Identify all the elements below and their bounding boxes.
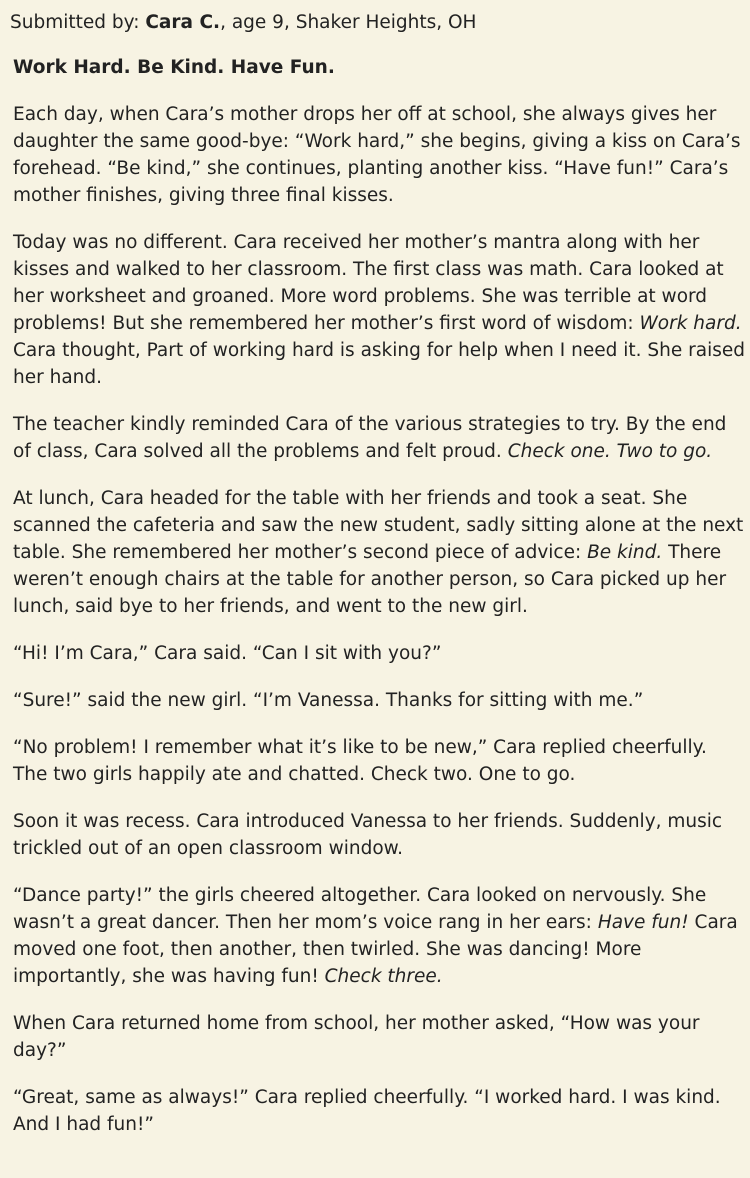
paragraph-5: “Hi! I’m Cara,” Cara said. “Can I sit with you?” bbox=[13, 643, 442, 664]
paragraph-2-text-a: Today was no different. Cara received her mother’s mantra along with her kisses and walked to her classroom. The first class was math. Cara looked at her worksheet and groaned. More word problems. She was terrible at word problems! But she remembered her mother’s first word of wisdom: bbox=[13, 232, 724, 334]
paragraph-9-emphasis-b: Check three. bbox=[324, 966, 443, 987]
paragraph-3 bbox=[13, 411, 747, 465]
story-title: Work Hard. Be Kind. Have Fun. bbox=[13, 57, 335, 78]
paragraph-9-emphasis-a: Have fun! bbox=[597, 912, 689, 933]
paragraph-9-text-a: “Dance party!” the girls cheered altogether. Cara looked on nervously. She wasn’t a great dancer. Then her mom’s voice rang in her ears: bbox=[13, 885, 707, 933]
paragraph-6: “Sure!” said the new girl. “I’m Vanessa. Thanks for sitting with me.” bbox=[13, 690, 644, 711]
byline-prefix: Submitted by: bbox=[10, 12, 146, 33]
paragraph-2-text-c: Cara thought, Part of working hard is asking for help when I need it. She raised her hand. bbox=[13, 340, 745, 388]
story-body bbox=[13, 54, 747, 1158]
paragraph-8: Soon it was recess. Cara introduced Vanessa to her friends. Suddenly, music trickled out of an open classroom window. bbox=[13, 811, 723, 859]
paragraph-4-emphasis: Be kind. bbox=[587, 542, 663, 563]
paragraph-11: “Great, same as always!” Cara replied cheerfully. “I worked hard. I was kind. And I had fun!” bbox=[13, 1087, 721, 1135]
paragraph-9 bbox=[13, 882, 747, 990]
paragraph-4-text-a: At lunch, Cara headed for the table with her friends and took a seat. She scanned the cafeteria and saw the new student, sadly sitting alone at the next table. She remembered her mother’s second piece of advice: bbox=[13, 488, 744, 563]
paragraph-1: Each day, when Cara’s mother drops her off at school, she always gives her daughter the same good-bye: “Work hard,” she begins, giving a kiss on Cara’s forehead. “Be kind,” she continues, planting another kiss. “Have fun!” Cara’s mother finishes, giving three final kisses. bbox=[13, 104, 741, 206]
paragraph-3-text-a: The teacher kindly reminded Cara of the various strategies to try. By the end of class, Cara solved all the problems and felt proud. bbox=[13, 414, 727, 462]
paragraph-9-text-c: Cara moved one foot, then another, then twirled. She was dancing! More importantly, she was having fun! bbox=[13, 912, 738, 987]
paragraph-7: “No problem! I remember what it’s like to be new,” Cara replied cheerfully. The two girls happily ate and chatted. Check two. One to go. bbox=[13, 737, 707, 785]
paragraph-3-emphasis: Check one. Two to go. bbox=[507, 441, 713, 462]
paragraph-2 bbox=[13, 229, 747, 391]
paragraph-4-text-c: There weren’t enough chairs at the table for another person, so Cara picked up her lunch, said bye to her friends, and went to the new girl. bbox=[13, 542, 727, 617]
byline-details: , age 9, Shaker Heights, OH bbox=[220, 12, 477, 33]
byline-author: Cara C. bbox=[145, 12, 221, 33]
byline bbox=[10, 9, 476, 36]
paragraph-2-emphasis: Work hard. bbox=[639, 313, 742, 334]
paragraph-10: When Cara returned home from school, her mother asked, “How was your day?” bbox=[13, 1013, 700, 1061]
paragraph-4 bbox=[13, 485, 747, 620]
